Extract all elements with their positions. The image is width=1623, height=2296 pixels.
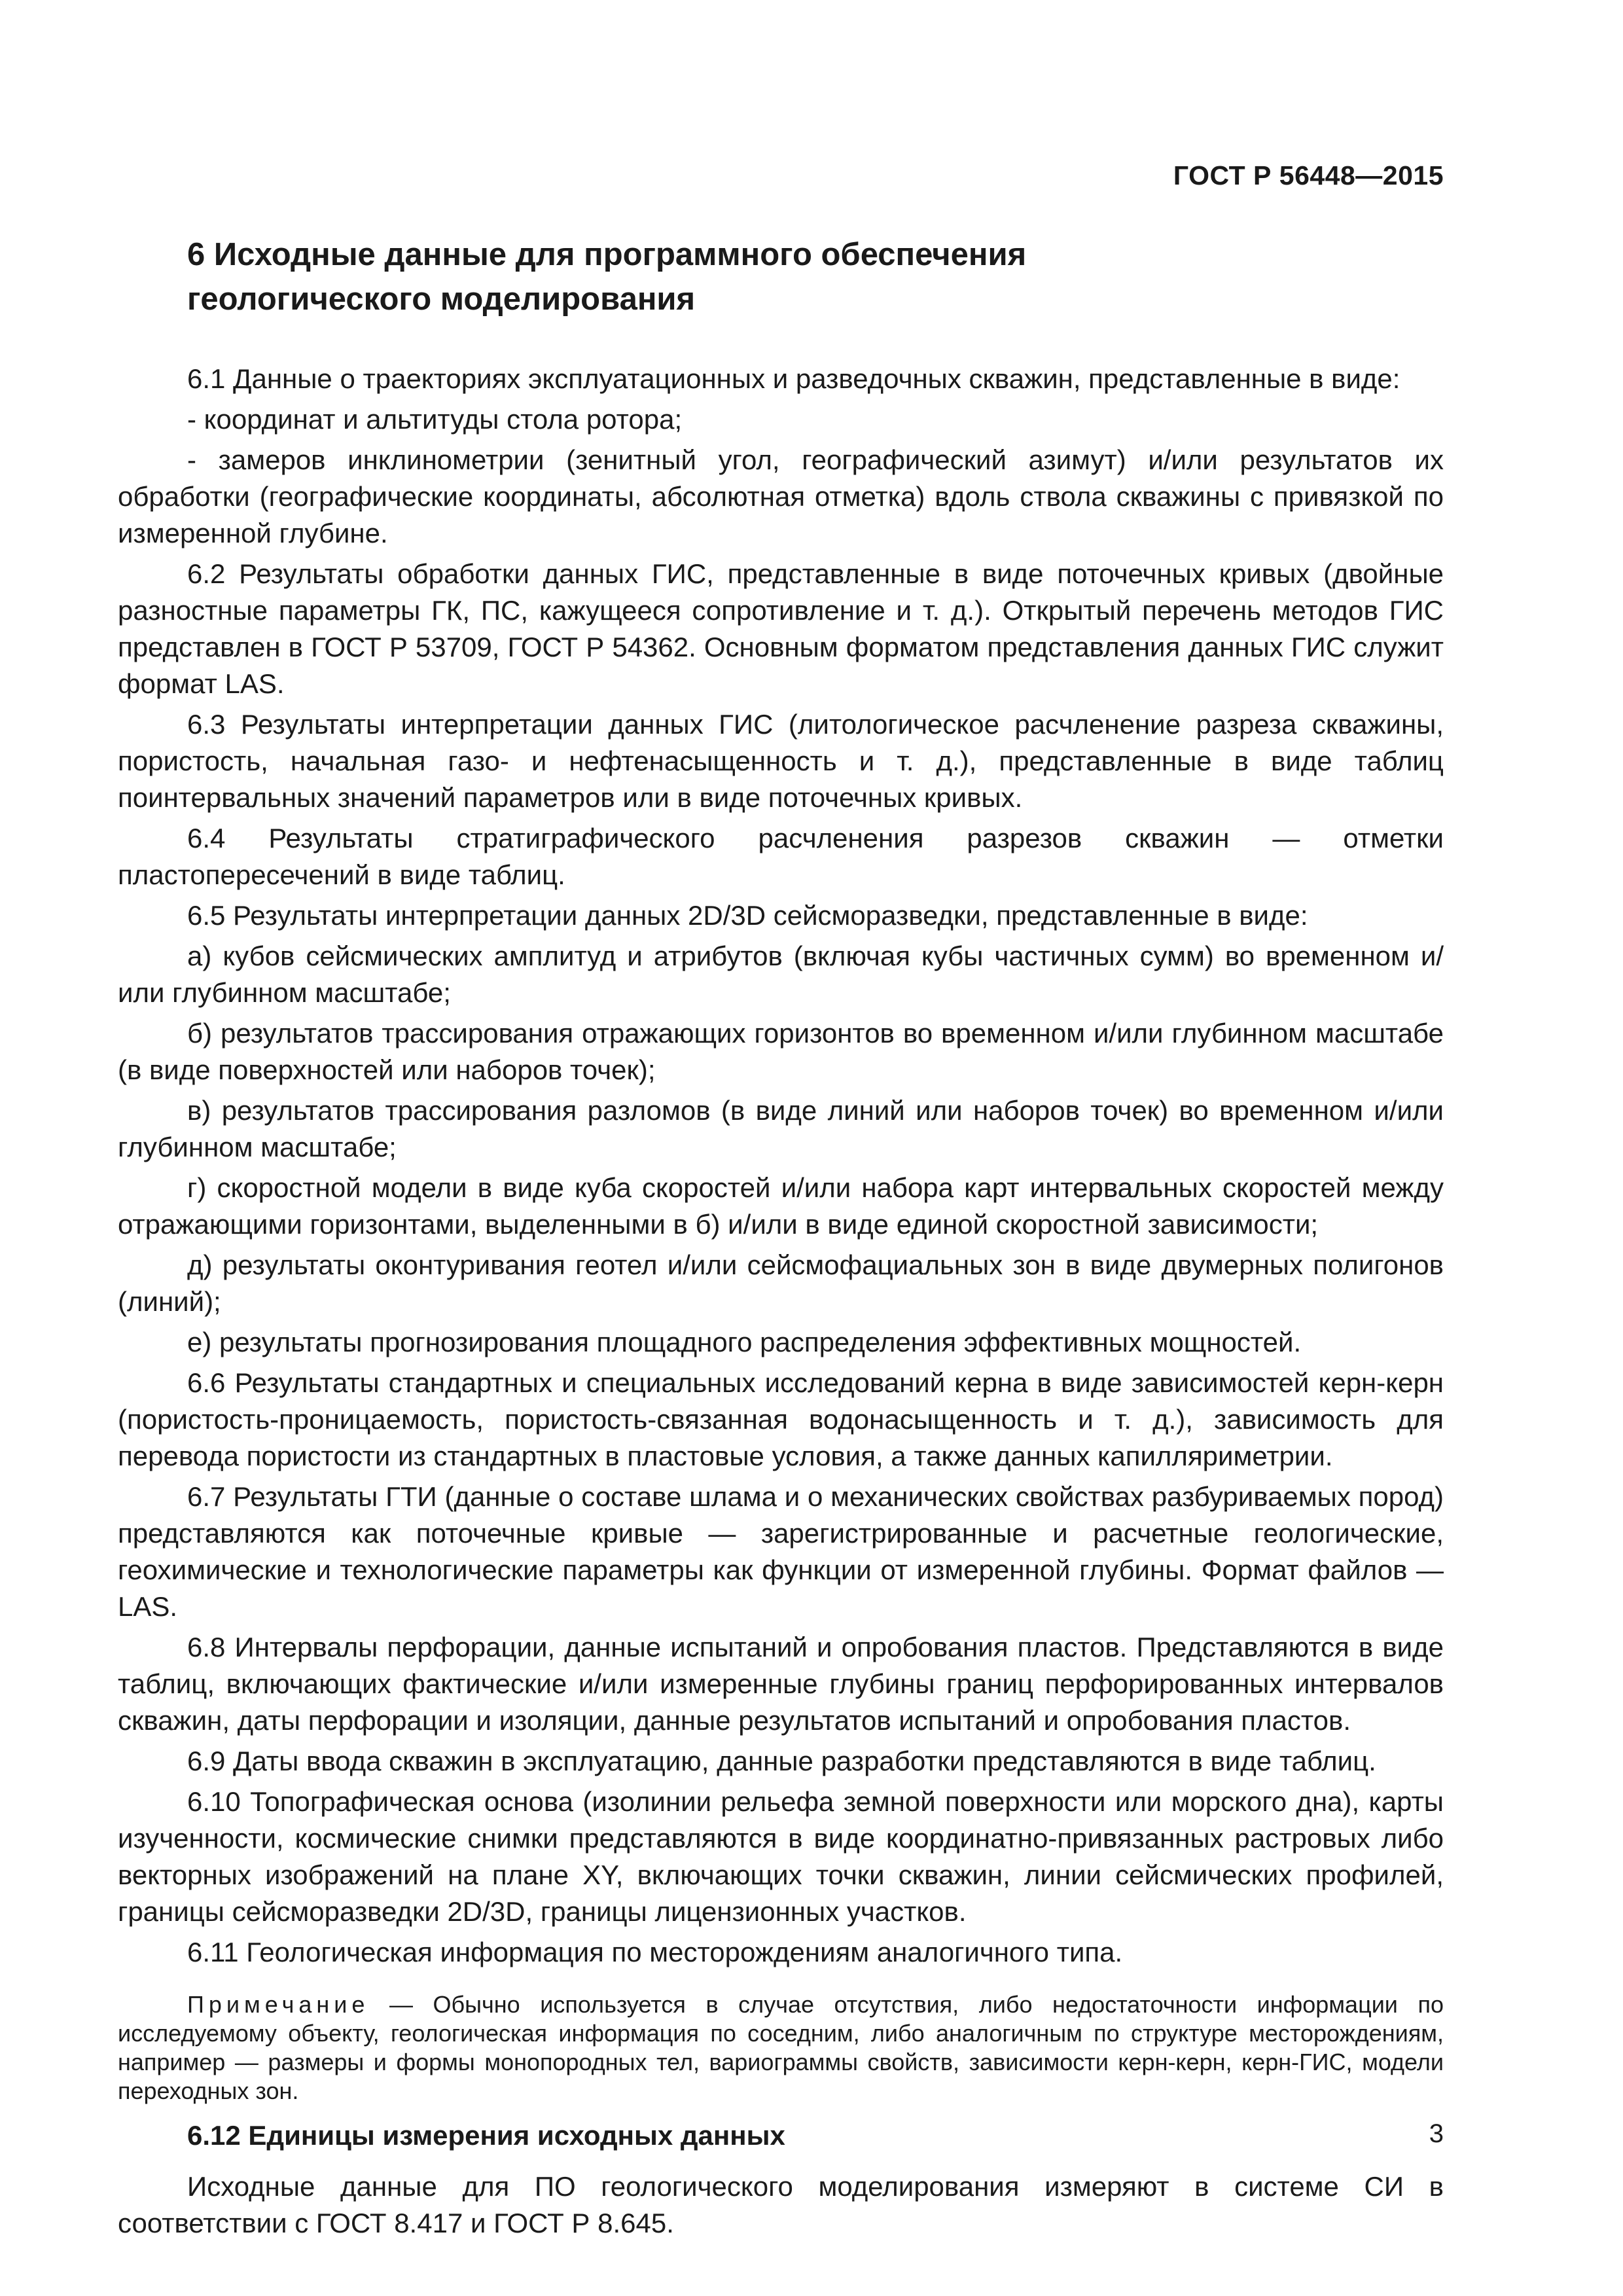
list-item-d: д) результаты оконтуривания геотел и/или сейсмофациальных зон в виде двумерных полигонов (линий); <box>118 1249 1444 1317</box>
section-title-line-2: геологического моделирования <box>187 281 696 317</box>
paragraph-6-10: 6.10 Топографическая основа (изолинии рельефа земной поверхности или морского дна), карты изученности, космические снимки представляются в виде координатно-привязанных растровых либо векторных изображений на плане XY, включающих точки скважин, линии сейсмических профилей, границы сейсморазведки 2D/3D, границы лицензионных участков. <box>118 1786 1444 1927</box>
paragraph-6-6: 6.6 Результаты стандартных и специальных исследований керна в виде зависимостей керн-керн (пористость-проницаемость, пористость-связанная водонасыщенность и т. д.), зависимость для перевода пористости из стандартных в пластовые условия, а также данных капилляриметрии. <box>118 1367 1444 1471</box>
list-item-inclinometry: - замеров инклинометрии (зенитный угол, географический азимут) и/или результатов их обработки (географические координаты, абсолютная отметка) вдоль ствола скважины с привязкой по измеренной глубине. <box>118 444 1444 548</box>
note-text: — Обычно используется в случае отсутствия, либо недостаточности информации по исследуемому объекту, геологическая информация по соседним, либо аналогичным по структуре месторождениям, например — размеры и формы монопородных тел, вариограммы свойств, зависимости керн-керн, керн-ГИС, модели переходных зон. <box>118 1991 1444 2104</box>
paragraph-6-7: 6.7 Результаты ГТИ (данные о составе шлама и о механических свойствах разбуриваемых пород) представляются как поточечные кривые — зарегистрированные и расчетные геологические, геохимические и технологические параметры как функции от измеренной глубины. Формат файлов — LAS. <box>118 1481 1444 1622</box>
page-number: 3 <box>1429 2119 1444 2148</box>
section-title <box>118 232 1444 321</box>
paragraph-6-3: 6.3 Результаты интерпретации данных ГИС (литологическое расчленение разреза скважины, пористость, начальная газо- и нефтенасыщенность и т. д.), представленные в виде таблиц поинтервальных значений параметров или в виде поточечных кривых. <box>118 709 1444 813</box>
paragraph-6-8: 6.8 Интервалы перфорации, данные испытаний и опробования пластов. Представляются в виде таблиц, включающих фактические и/или измеренные глубины границ перфорированных интервалов скважин, даты перфорации и изоляции, данные результатов испытаний и опробования пластов. <box>118 1632 1444 1736</box>
paragraph-6-1: 6.1 Данные о траекториях эксплуатационных и разведочных скважин, представленные в виде: <box>187 363 1400 394</box>
note <box>118 1990 1444 2106</box>
subsection-title-6-12: 6.12 Единицы измерения исходных данных <box>187 2120 785 2151</box>
list-item-a: а) кубов сейсмических амплитуд и атрибутов (включая кубы частичных сумм) во временном и/или глубинном масштабе; <box>118 941 1444 1008</box>
paragraph-6-2: 6.2 Результаты обработки данных ГИС, представленные в виде поточечных кривых (двойные разностные параметры ГК, ПС, кажущееся сопротивление и т. д.). Открытый перечень методов ГИС представлен в ГОСТ Р 53709, ГОСТ Р 54362. Основным форматом представления данных ГИС служит формат LAS. <box>118 558 1444 699</box>
paragraph-6-4: 6.4 Результаты стратиграфического расчленения разрезов скважин — отметки пластопересечений в виде таблиц. <box>118 823 1444 890</box>
list-item-e: е) результаты прогнозирования площадного распределения эффективных мощностей. <box>187 1327 1302 1357</box>
list-item-g: г) скоростной модели в виде куба скоростей и/или набора карт интервальных скоростей между отражающими горизонтами, выделенными в б) и/или в виде единой скоростной зависимости; <box>118 1172 1444 1240</box>
list-item-coordinates: - координат и альтитуды стола ротора; <box>187 404 683 435</box>
paragraph-6-12: Исходные данные для ПО геологического моделирования измеряют в системе СИ в соответствии с ГОСТ 8.417 и ГОСТ Р 8.645. <box>118 2171 1444 2238</box>
page-content <box>118 232 1444 2246</box>
document-id-header: ГОСТ Р 56448—2015 <box>1173 160 1444 190</box>
paragraph-6-9: 6.9 Даты ввода скважин в эксплуатацию, данные разработки представляются в виде таблиц. <box>187 1746 1376 1776</box>
section-title-line-1: 6 Исходные данные для программного обеспечения <box>187 237 1027 272</box>
list-item-b: б) результатов трассирования отражающих горизонтов во временном и/или глубинном масштабе (в виде поверхностей или наборов точек); <box>118 1018 1444 1085</box>
paragraph-6-5: 6.5 Результаты интерпретации данных 2D/3D сейсморазведки, представленные в виде: <box>187 900 1308 931</box>
list-item-v: в) результатов трассирования разломов (в виде линий или наборов точек) во временном и/или глубинном масштабе; <box>118 1095 1444 1162</box>
note-label: Примечание <box>187 1991 370 2018</box>
paragraph-6-11: 6.11 Геологическая информация по месторождениям аналогичного типа. <box>187 1937 1123 1967</box>
